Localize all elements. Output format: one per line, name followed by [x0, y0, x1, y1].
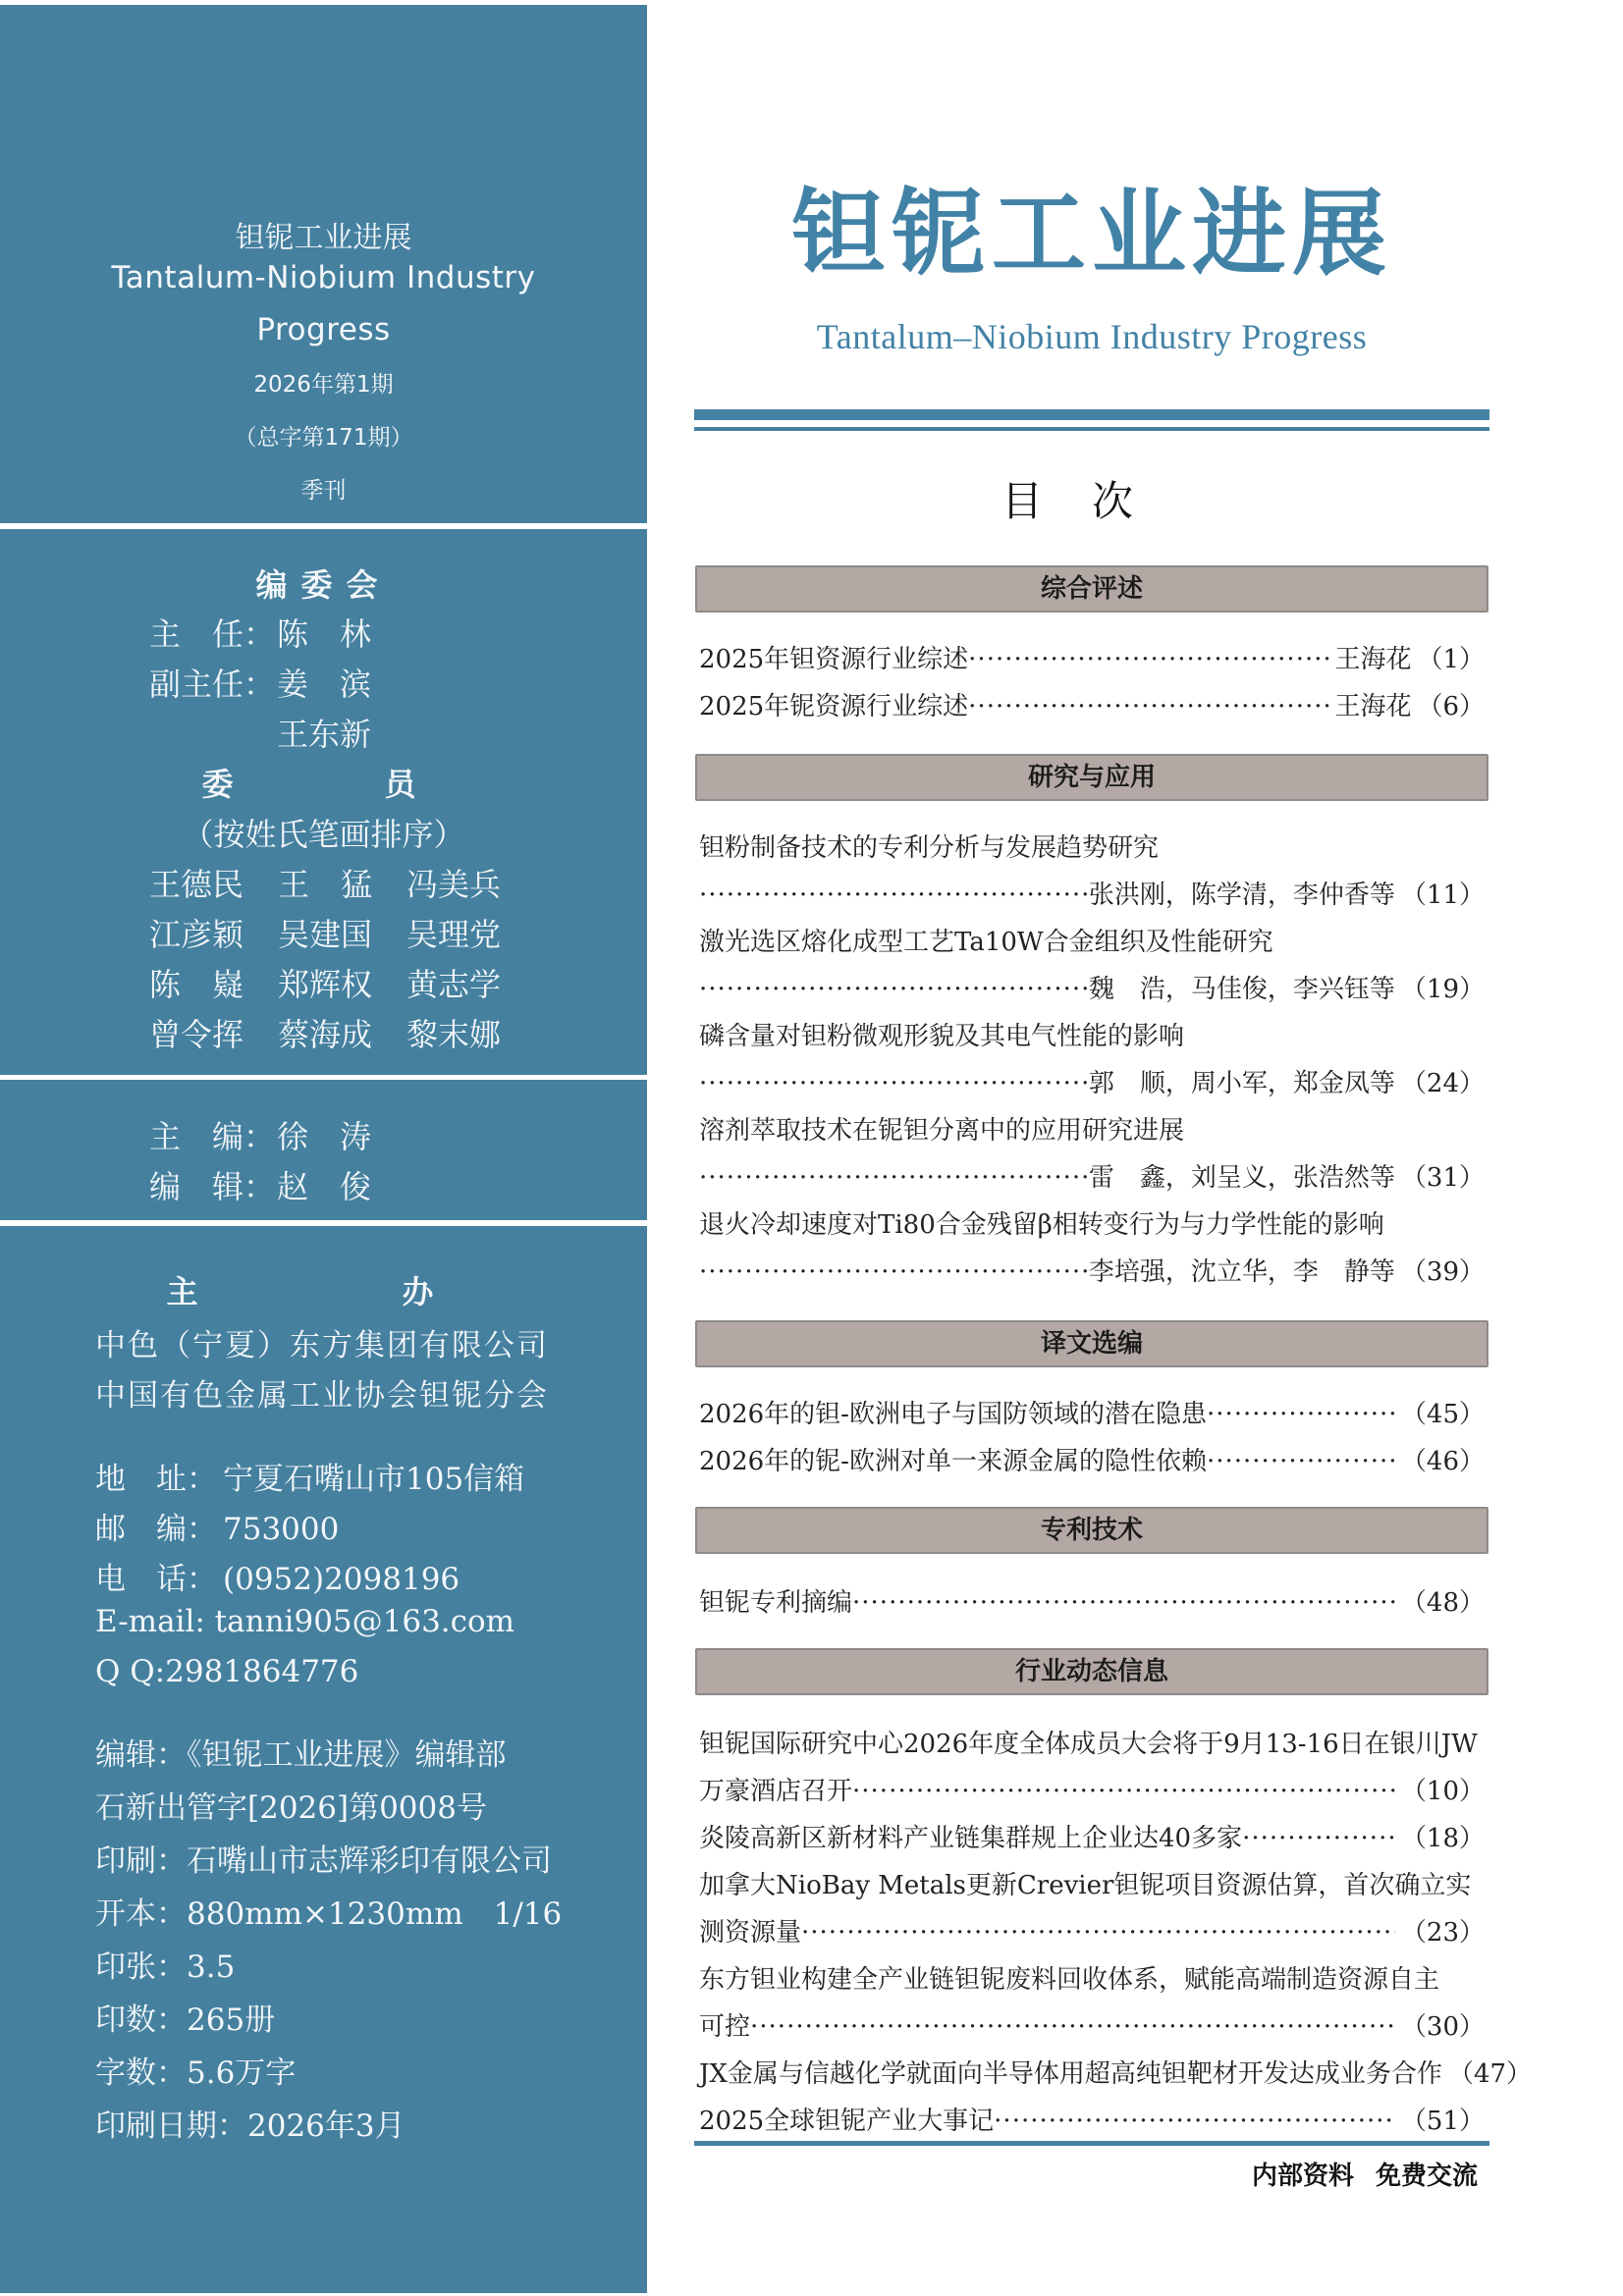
address-row [95, 1454, 524, 1498]
toc-entry-authors: 王海花 [1334, 692, 1412, 721]
publication-frequency: 季刊 [300, 478, 347, 504]
journal-logo-subtitle: Tantalum–Niobium Industry Progress [816, 317, 1368, 356]
toc-entry[interactable] [699, 1819, 1485, 1858]
toc-entry-page: （1） [1417, 645, 1485, 674]
toc-entry-title: 东方钽业构建全产业链钽铌废料回收体系，赋能高端制造资源自主 [699, 1965, 1440, 1995]
leader-dots [968, 687, 1334, 726]
toc-entry-page: （23） [1400, 1918, 1485, 1948]
editor-name: 赵 俊 [277, 1168, 372, 1205]
members-heading: 委 员 [201, 766, 446, 803]
vice-director-label: 副主任： [149, 666, 276, 703]
toc-entry-page: （45） [1400, 1400, 1485, 1429]
leader-dots [699, 1064, 1089, 1103]
edited-by: 编辑：《钽铌工业进展》编辑部 [95, 1737, 507, 1773]
members-row [149, 860, 535, 905]
toc-entry-page: （51） [1400, 2107, 1485, 2136]
leader-dots [699, 970, 1089, 1009]
toc-entry-title-line[interactable] [699, 828, 1485, 868]
toc-entry-title: 万豪酒店召开 [699, 1777, 853, 1806]
toc-entry-authors: 雷 鑫，刘呈义，张浩然等 [1088, 1163, 1395, 1193]
toc-entry-title: 测资源量 [699, 1918, 802, 1948]
toc-entry[interactable] [699, 1913, 1485, 1952]
member-name: 王 猛 [278, 866, 373, 903]
members-row [149, 960, 535, 1005]
vice-director-name: 姜 滨 [277, 666, 372, 703]
member-name: 黎末娜 [406, 1016, 502, 1053]
sponsor-panel [0, 1226, 647, 2293]
print-copies: 印数：265册 [95, 2002, 276, 2038]
qq-number: Q Q:2981864776 [95, 1654, 359, 1689]
toc-entry-page: （6） [1417, 692, 1485, 721]
toc-entry[interactable] [699, 2055, 1533, 2094]
phone-value: (0952)2098196 [223, 1562, 460, 1597]
section-header-research: 研究与应用 [695, 754, 1488, 801]
sponsor-heading: 主 办 [166, 1273, 481, 1310]
toc-entry-page: （18） [1400, 1824, 1485, 1853]
toc-entry-title: 溶剂萃取技术在铌钽分离中的应用研究进展 [699, 1116, 1185, 1146]
license-number: 石新出管字[2026]第0008号 [95, 1790, 487, 1826]
toc-entry-title: 炎陵高新区新材料产业链集群规上企业达40多家 [699, 1824, 1243, 1853]
toc-entry-page: （46） [1400, 1447, 1485, 1476]
toc-entry-page: （30） [1400, 2012, 1485, 2042]
toc-entry-title-line[interactable] [699, 1205, 1485, 1245]
sponsor-org: 中色（宁夏）东方集团有限公司 [95, 1328, 549, 1363]
members-row [149, 1010, 535, 1055]
director-row [149, 610, 371, 655]
toc-entry[interactable] [699, 2007, 1485, 2047]
header-rule-thick [694, 409, 1489, 420]
leader-dots [699, 1253, 1089, 1292]
member-name: 江彦颖 [149, 916, 244, 953]
footer-note [1252, 2156, 1478, 2192]
journal-title-en-line1: Tantalum-Niobium Industry [111, 260, 536, 295]
chief-editor-row [149, 1112, 371, 1157]
editor-row [149, 1162, 371, 1207]
toc-entry[interactable] [699, 970, 1485, 1009]
internal-material-label: 内部资料 [1251, 2162, 1354, 2191]
journal-title-en-line2: Progress [256, 312, 391, 347]
toc-entry[interactable] [699, 1395, 1485, 1434]
leader-dots [801, 1913, 1395, 1952]
member-name: 吴建国 [278, 916, 373, 953]
section-header-industry-news: 行业动态信息 [695, 1648, 1488, 1695]
member-name: 黄志学 [406, 966, 502, 1003]
toc-entry[interactable] [699, 640, 1485, 679]
phone-row [95, 1554, 460, 1598]
chief-editor-label: 主 编： [149, 1118, 276, 1155]
toc-entry[interactable] [699, 1253, 1485, 1292]
word-count: 字数：5.6万字 [95, 2056, 297, 2091]
sponsor-org: 中国有色金属工业协会钽铌分会 [95, 1378, 549, 1414]
section-header-review: 综合评述 [695, 565, 1488, 613]
journal-title-cn: 钽铌工业进展 [235, 221, 412, 255]
print-sheets: 印张：3.5 [95, 1949, 236, 1985]
masthead-panel [0, 5, 647, 523]
toc-entry-title: 2026年的铌-欧洲对单一来源金属的隐性依赖 [699, 1447, 1207, 1476]
postcode-value: 753000 [223, 1512, 340, 1547]
toc-heading: 目次 [1001, 477, 1182, 525]
toc-entry-title: 可控 [699, 2012, 751, 2042]
total-issue-number: （总字第171期） [234, 425, 413, 451]
members-row [149, 910, 535, 955]
leader-dots [852, 1772, 1395, 1811]
toc-entry-page: （19） [1400, 975, 1485, 1004]
leader-dots [750, 2007, 1395, 2047]
vice-director-name: 王东新 [277, 716, 372, 753]
leader-dots [1207, 1442, 1395, 1481]
leader-dots [699, 1158, 1089, 1198]
editor-label: 编 辑： [149, 1168, 276, 1205]
toc-entry-title: 2025全球钽铌产业大事记 [699, 2107, 995, 2136]
toc-entry-page: （10） [1400, 1777, 1485, 1806]
header-rule-thin [694, 427, 1489, 431]
leader-dots [1242, 1819, 1395, 1858]
leader-dots [699, 876, 1089, 915]
toc-entry[interactable] [699, 1772, 1485, 1811]
free-exchange-label: 免费交流 [1375, 2162, 1478, 2191]
toc-entry[interactable] [699, 1158, 1485, 1198]
leader-dots [852, 1583, 1395, 1623]
vice-director-row [149, 660, 371, 705]
member-name: 蔡海成 [278, 1016, 373, 1053]
director-label: 主 任： [149, 615, 276, 653]
issue-number: 2026年第1期 [253, 372, 394, 398]
phone-label: 电 话： [95, 1562, 217, 1597]
member-name: 陈 嶷 [149, 966, 244, 1003]
toc-entry[interactable] [699, 1064, 1485, 1103]
member-name: 郑辉权 [278, 966, 373, 1003]
members-sort-note: （按姓氏笔画排序） [182, 816, 465, 853]
member-name: 曾令挥 [149, 1016, 244, 1053]
toc-entry-title: 磷含量对钽粉微观形貌及其电气性能的影响 [699, 1022, 1185, 1051]
toc-entry[interactable] [699, 2102, 1485, 2141]
toc-entry-title-line[interactable] [699, 1725, 1485, 1764]
toc-entry-page: （39） [1400, 1257, 1485, 1287]
toc-entry-authors: 张洪刚，陈学清，李仲香等 [1088, 881, 1395, 910]
leader-dots [968, 640, 1334, 679]
toc-entry-title: 退火冷却速度对Ti80合金残留β相转变行为与力学性能的影响 [699, 1210, 1384, 1240]
footer-rule [694, 2141, 1489, 2146]
journal-logo-title: 钽铌工业进展 [791, 179, 1392, 289]
toc-entry[interactable] [699, 876, 1485, 915]
toc-entry-title: 钽铌专利摘编 [699, 1588, 853, 1618]
editorial-board-panel [0, 529, 647, 1075]
toc-entry-page: （11） [1400, 881, 1485, 910]
editors-panel [0, 1080, 647, 1220]
toc-entry-page: （31） [1400, 1163, 1485, 1193]
toc-entry-authors: 王海花 [1334, 645, 1412, 674]
toc-entry-title-line[interactable] [699, 1866, 1485, 1905]
toc-entry-title: JX金属与信越化学就面向半导体用超高纯钽靶材开发达成业务合作 [699, 2059, 1442, 2089]
address-value: 宁夏石嘴山市105信箱 [223, 1462, 525, 1497]
toc-entry-title-line[interactable] [699, 1017, 1485, 1056]
toc-entry-page: （24） [1400, 1069, 1485, 1098]
leader-dots [994, 2102, 1395, 2141]
page-format: 开本：880mm×1230mm 1/16 [95, 1896, 563, 1932]
member-name: 冯美兵 [406, 866, 502, 903]
email-link[interactable]: E-mail: tanni905@163.com [95, 1604, 515, 1639]
toc-entry-title: 钽铌国际研究中心2026年度全体成员大会将于9月13-16日在银川JW [699, 1730, 1478, 1759]
toc-entry[interactable] [699, 1583, 1485, 1623]
toc-entry-title: 激光选区熔化成型工艺Ta10W合金组织及性能研究 [699, 928, 1273, 957]
printer: 印刷：石嘴山市志辉彩印有限公司 [95, 1843, 552, 1879]
chief-editor-name: 徐 涛 [277, 1118, 372, 1155]
director-name: 陈 林 [277, 615, 372, 653]
editorial-board-heading: 编委会 [255, 566, 392, 604]
toc-entry-title-line[interactable] [699, 923, 1485, 962]
vice-director-row-2 [149, 710, 371, 755]
member-name: 吴理党 [406, 916, 502, 953]
address-label: 地 址： [95, 1462, 217, 1497]
leader-dots [1207, 1395, 1395, 1434]
toc-entry[interactable] [699, 687, 1485, 726]
postcode-label: 邮 编： [95, 1512, 217, 1547]
toc-entry-title-line[interactable] [699, 1111, 1485, 1150]
member-name: 王德民 [149, 866, 244, 903]
toc-entry-page: （48） [1400, 1588, 1485, 1618]
section-header-patents: 专利技术 [695, 1507, 1488, 1554]
toc-entry-title: 钽粉制备技术的专利分析与发展趋势研究 [699, 833, 1160, 863]
postcode-row [95, 1504, 339, 1548]
toc-entry-authors: 李培强，沈立华，李 静等 [1088, 1257, 1395, 1287]
toc-entry[interactable] [699, 1442, 1485, 1481]
toc-entry-title: 2025年钽资源行业综述 [699, 645, 969, 674]
toc-entry-title-line[interactable] [699, 1960, 1485, 2000]
toc-entry-title: 加拿大NioBay Metals更新Crevier钽铌项目资源估算，首次确立实 [699, 1871, 1472, 1900]
toc-entry-page: （47） [1447, 2059, 1533, 2089]
toc-entry-authors: 魏 浩，马佳俊，李兴钰等 [1088, 975, 1395, 1004]
toc-entry-title: 2025年铌资源行业综述 [699, 692, 969, 721]
section-header-translations: 译文选编 [695, 1320, 1488, 1367]
print-date: 印刷日期：2026年3月 [95, 2109, 406, 2144]
toc-entry-title: 2026年的钽-欧洲电子与国防领域的潜在隐患 [699, 1400, 1207, 1429]
toc-entry-authors: 郭 顺，周小军，郑金凤等 [1088, 1069, 1395, 1098]
